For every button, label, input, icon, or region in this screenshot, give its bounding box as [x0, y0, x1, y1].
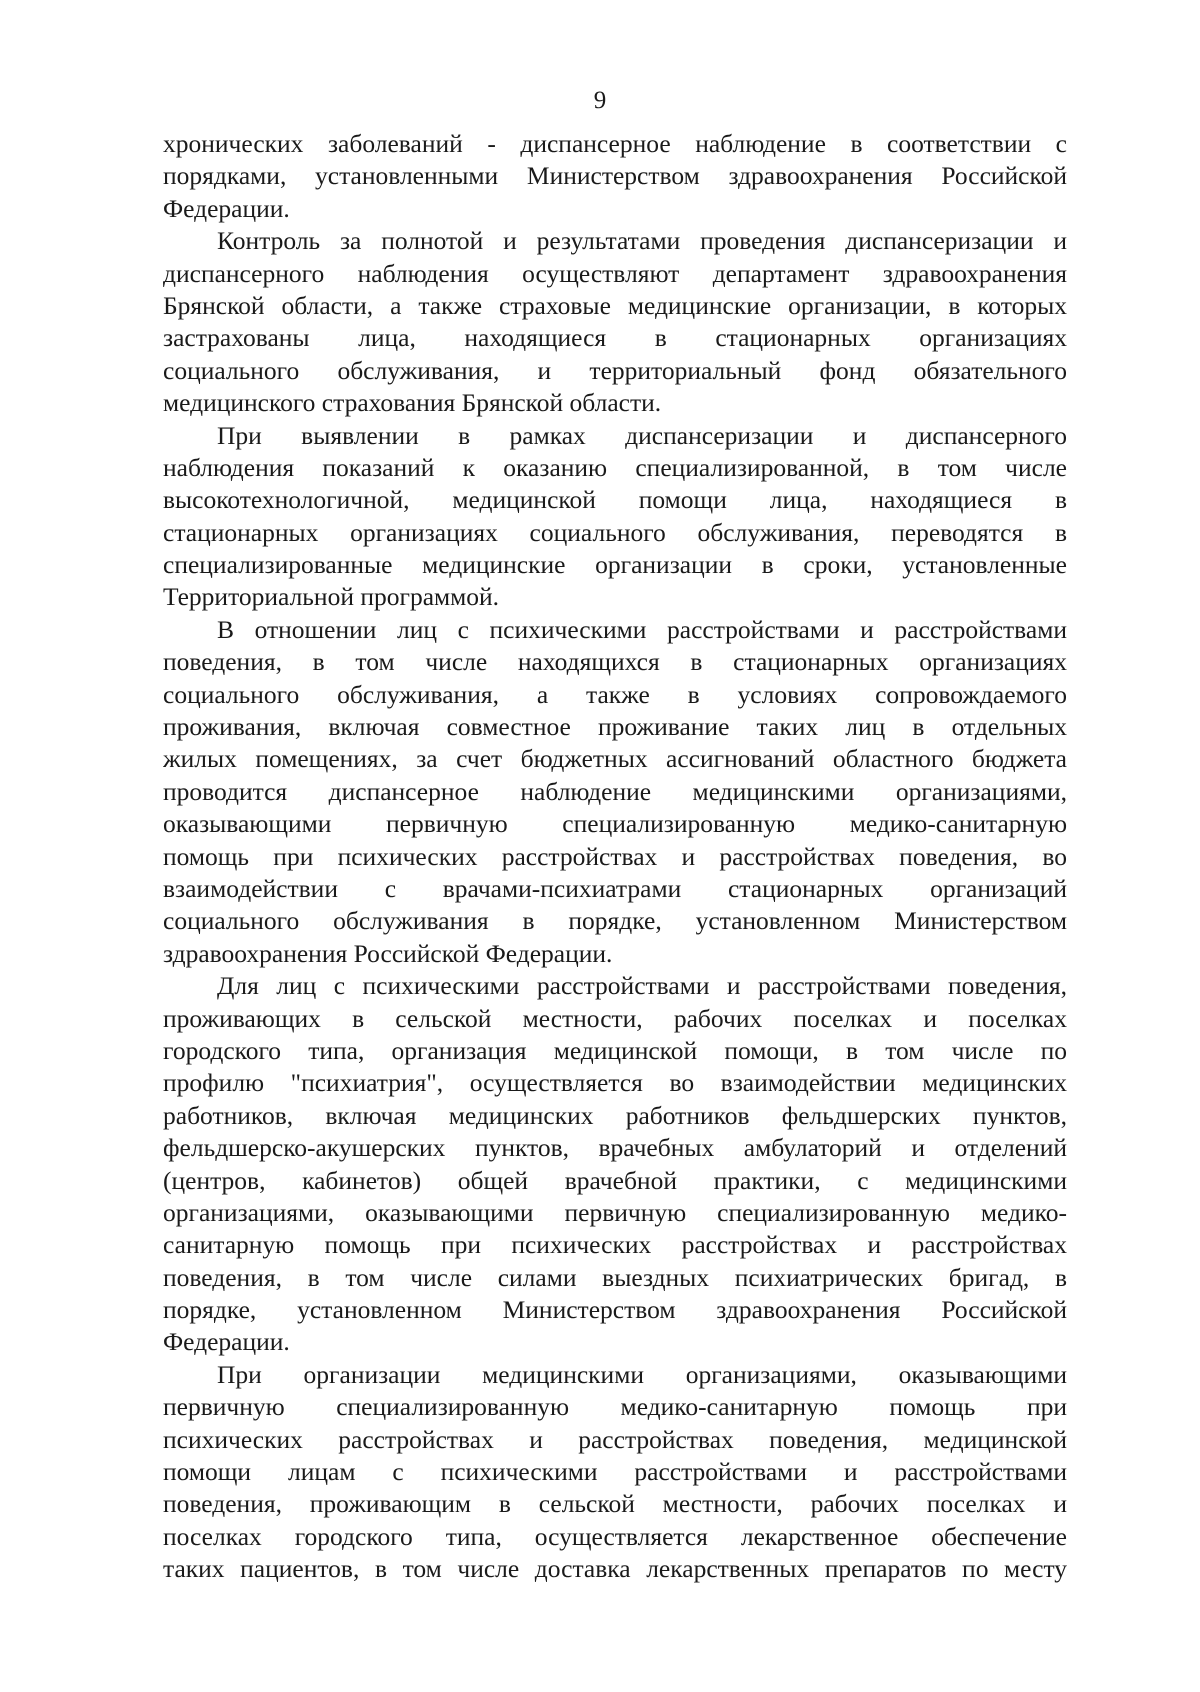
text-line: помощи лицам с психическими расстройствами и расстройствами — [163, 1457, 1067, 1487]
text-line: профилю "психиатрия", осуществляется во взаимодействии медицинских — [163, 1068, 1067, 1098]
text-line: (центров, кабинетов) общей врачебной практики, с медицинскими — [163, 1165, 1067, 1195]
text-line: В отношении лиц с психическими расстройствами и расстройствами — [217, 614, 1067, 644]
paragraph — [163, 225, 1067, 419]
paragraph — [163, 614, 1067, 970]
text-line: проживания, включая совместное проживание таких лиц в отдельных — [163, 712, 1067, 742]
text-line: Для лиц с психическими расстройствами и расстройствами поведения, — [217, 971, 1067, 1001]
text-line: жилых помещениях, за счет бюджетных ассигнований областного бюджета — [163, 744, 1067, 774]
paragraph — [163, 970, 1067, 1359]
text-line: поселках городского типа, осуществляется лекарственное обеспечение — [163, 1521, 1067, 1551]
text-line: санитарную помощь при психических расстройствах и расстройствах — [163, 1230, 1067, 1260]
text-line: Территориальной программой. — [163, 582, 500, 612]
text-line: застрахованы лица, находящиеся в стационарных организациях — [163, 323, 1067, 353]
text-line: психических расстройствах и расстройствах поведения, медицинской — [163, 1424, 1067, 1454]
paragraph — [163, 1359, 1067, 1586]
text-line: стационарных организациях социального обслуживания, переводятся в — [163, 517, 1067, 547]
text-line: социального обслуживания, и территориальный фонд обязательного — [163, 355, 1067, 385]
text-line: порядками, установленными Министерством здравоохранения Российской — [163, 161, 1067, 191]
text-line: городского типа, организация медицинской помощи, в том числе по — [163, 1035, 1067, 1065]
text-line: поведения, проживающим в сельской местности, рабочих поселках и — [163, 1489, 1067, 1519]
text-line: проживающих в сельской местности, рабочих поселках и поселках — [163, 1003, 1067, 1033]
text-line: При выявлении в рамках диспансеризации и диспансерного — [217, 420, 1067, 450]
text-line: высокотехнологичной, медицинской помощи лица, находящиеся в — [163, 485, 1067, 515]
text-line: Федерации. — [163, 1327, 290, 1357]
text-line: проводится диспансерное наблюдение медицинскими организациями, — [163, 776, 1067, 806]
text-line: Брянской области, а также страховые медицинские организации, в которых — [163, 290, 1067, 320]
text-line: поведения, в том числе силами выездных психиатрических бригад, в — [163, 1262, 1067, 1292]
text-line: хронических заболеваний - диспансерное наблюдение в соответствии с — [163, 129, 1067, 158]
text-line: Контроль за полнотой и результатами проведения диспансеризации и — [217, 226, 1067, 256]
text-line: социального обслуживания, а также в условиях сопровождаемого — [163, 679, 1067, 709]
text-line: организациями, оказывающими первичную специализированную медико- — [163, 1197, 1067, 1227]
text-line: работников, включая медицинских работников фельдшерских пунктов, — [163, 1100, 1067, 1130]
text-line: медицинского страхования Брянской области. — [163, 388, 662, 418]
paragraph — [163, 128, 1067, 225]
text-line: поведения, в том числе находящихся в стационарных организациях — [163, 647, 1067, 677]
text-line: фельдшерско-акушерских пунктов, врачебных амбулаторий и отделений — [163, 1133, 1067, 1163]
text-line: порядке, установленном Министерством здравоохранения Российской — [163, 1295, 1067, 1325]
text-line: взаимодействии с врачами-психиатрами стационарных организаций — [163, 873, 1067, 903]
text-line: оказывающими первичную специализированную медико-санитарную — [163, 809, 1067, 839]
text-line: таких пациентов, в том числе доставка лекарственных препаратов по месту — [163, 1554, 1067, 1584]
text-line: При организации медицинскими организациями, оказывающими — [217, 1359, 1067, 1389]
document-body — [163, 128, 1067, 1586]
text-line: первичную специализированную медико-санитарную помощь при — [163, 1392, 1067, 1422]
text-line: наблюдения показаний к оказанию специализированной, в том числе — [163, 452, 1067, 482]
paragraph — [163, 420, 1067, 614]
text-line: диспансерного наблюдения осуществляют департамент здравоохранения — [163, 258, 1067, 288]
text-line: здравоохранения Российской Федерации. — [163, 938, 613, 968]
text-line: Федерации. — [163, 193, 290, 223]
text-line: специализированные медицинские организации в сроки, установленные — [163, 550, 1067, 580]
page-number: 9 — [593, 87, 607, 114]
text-line: помощь при психических расстройствах и расстройствах поведения, во — [163, 841, 1067, 871]
text-line: социального обслуживания в порядке, установленном Министерством — [163, 906, 1067, 936]
